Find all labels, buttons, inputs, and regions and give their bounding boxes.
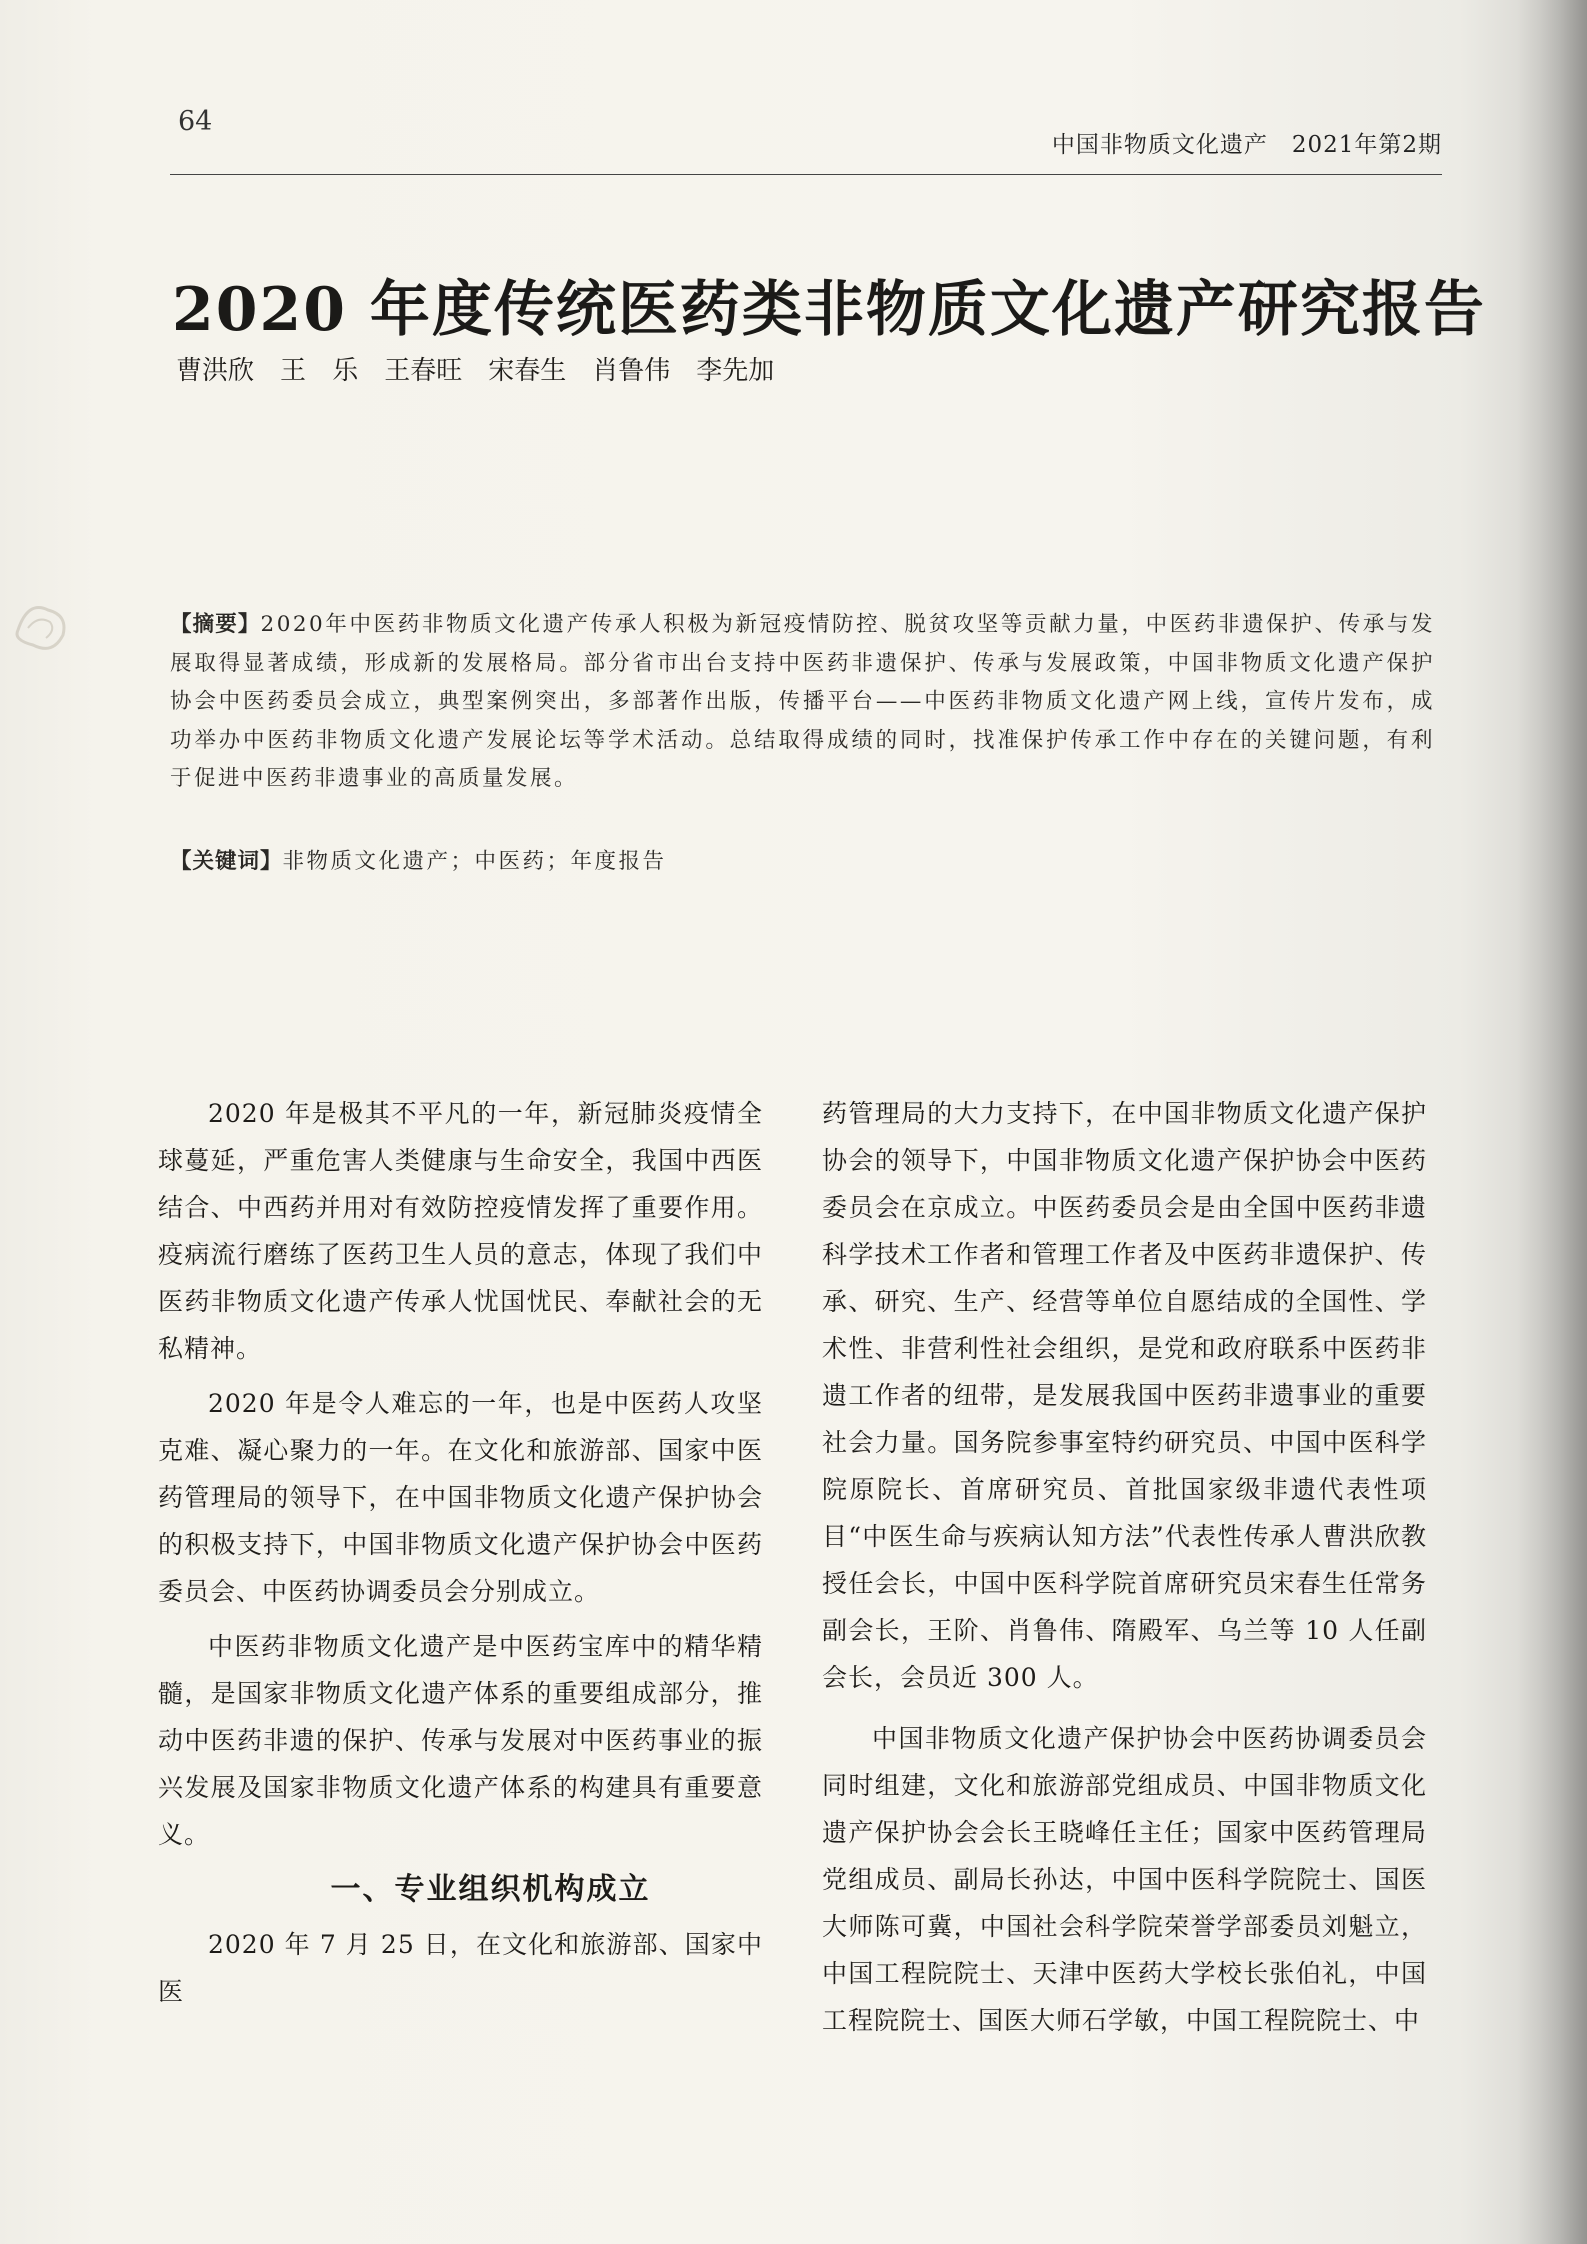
header-divider [170,174,1442,175]
watermark-seal-icon [8,590,78,660]
body-paragraph: 中医药非物质文化遗产是中医药宝库中的精华精髓，是国家非物质文化遗产体系的重要组成部分，推动中医药非遗的保护、传承与发展对中医药事业的振兴发展及国家非物质文化遗产体系的构建具有重要意义。 [158,1632,763,1849]
keywords-label: 【关键词】 [170,849,283,874]
body-paragraph: 中国非物质文化遗产保护协会中医药协调委员会同时组建，文化和旅游部党组成员、中国非物质文化遗产保护协会会长王晓峰任主任；国家中医药管理局党组成员、副局长孙达，中国中医科学院院士、国医大师陈可冀，中国社会科学院荣誉学部委员刘魁立，中国工程院院士、天津中医药大学校长张伯礼，中国工程院院士、国医大师石学敏，中国工程院院士、中 [822,1724,1427,2035]
article-keywords [170,844,667,875]
keywords-text: 非物质文化遗产；中医药；年度报告 [282,849,667,874]
body-column-right [822,1090,1427,2044]
article-authors: 曹洪欣 王 乐 王春旺 宋春生 肖鲁伟 李先加 [176,356,775,386]
body-paragraph: 药管理局的大力支持下，在中国非物质文化遗产保护协会的领导下，中国非物质文化遗产保护协会中医药委员会在京成立。中医药委员会是由全国中医药非遗科学技术工作者和管理工作者及中医药非遗保护、传承、研究、生产、经营等单位自愿结成的全国性、学术性、非营利性社会组织，是党和政府联系中医药非遗工作者的纽带，是发展我国中医药非遗事业的重要社会力量。国务院参事室特约研究员、中国中医科学院原院长、首席研究员、首批国家级非遗代表性项目“中医生命与疾病认知方法”代表性传承人曹洪欣教授任会长，中国中医科学院首席研究员宋春生任常务副会长，王阶、肖鲁伟、隋殿军、乌兰等 10 人任副会长，会员近 300 人。 [822,1099,1427,1692]
article-title: 2020 年度传统医药类非物质文化遗产研究报告 [172,275,1486,346]
body-paragraph: 2020 年 7 月 25 日，在文化和旅游部、国家中医 [158,1930,763,2006]
body-paragraph: 2020 年是令人难忘的一年，也是中医药人攻坚克难、凝心聚力的一年。在文化和旅游部、国家中医药管理局的领导下，在中国非物质文化遗产保护协会的积极支持下，中国非物质文化遗产保护协会中医药委员会、中医药协调委员会分别成立。 [158,1389,763,1606]
body-paragraph: 2020 年是极其不平凡的一年，新冠肺炎疫情全球蔓延，严重危害人类健康与生命安全，我国中西医结合、中西药并用对有效防控疫情发挥了重要作用。疫病流行磨练了医药卫生人员的意志，体现了我们中医药非物质文化遗产传承人忧国忧民、奉献社会的无私精神。 [158,1099,763,1363]
binding-shadow [1517,0,1587,2244]
abstract-label: 【摘要】 [170,612,261,637]
body-column-left [158,1090,763,2015]
page-number: 64 [178,106,213,137]
journal-running-header: 中国非物质文化遗产 2021年第2期 [1051,132,1442,158]
section-heading: 一、专业组织机构成立 [330,1872,651,1907]
abstract-text: 2020年中医药非物质文化遗产传承人积极为新冠疫情防控、脱贫攻坚等贡献力量，中医药非遗保护、传承与发展取得显著成绩，形成新的发展格局。部分省市出台支持中医药非遗保护、传承与发展政策，中国非物质文化遗产保护协会中医药委员会成立，典型案例突出，多部著作出版，传播平台——中医药非物质文化遗产网上线，宣传片发布，成功举办中医药非物质文化遗产发展论坛等学术活动。总结取得成绩的同时，找准保护传承工作中存在的关键问题，有利于促进中医药非遗事业的高质量发展。 [170,612,1435,791]
article-abstract [170,606,1435,799]
